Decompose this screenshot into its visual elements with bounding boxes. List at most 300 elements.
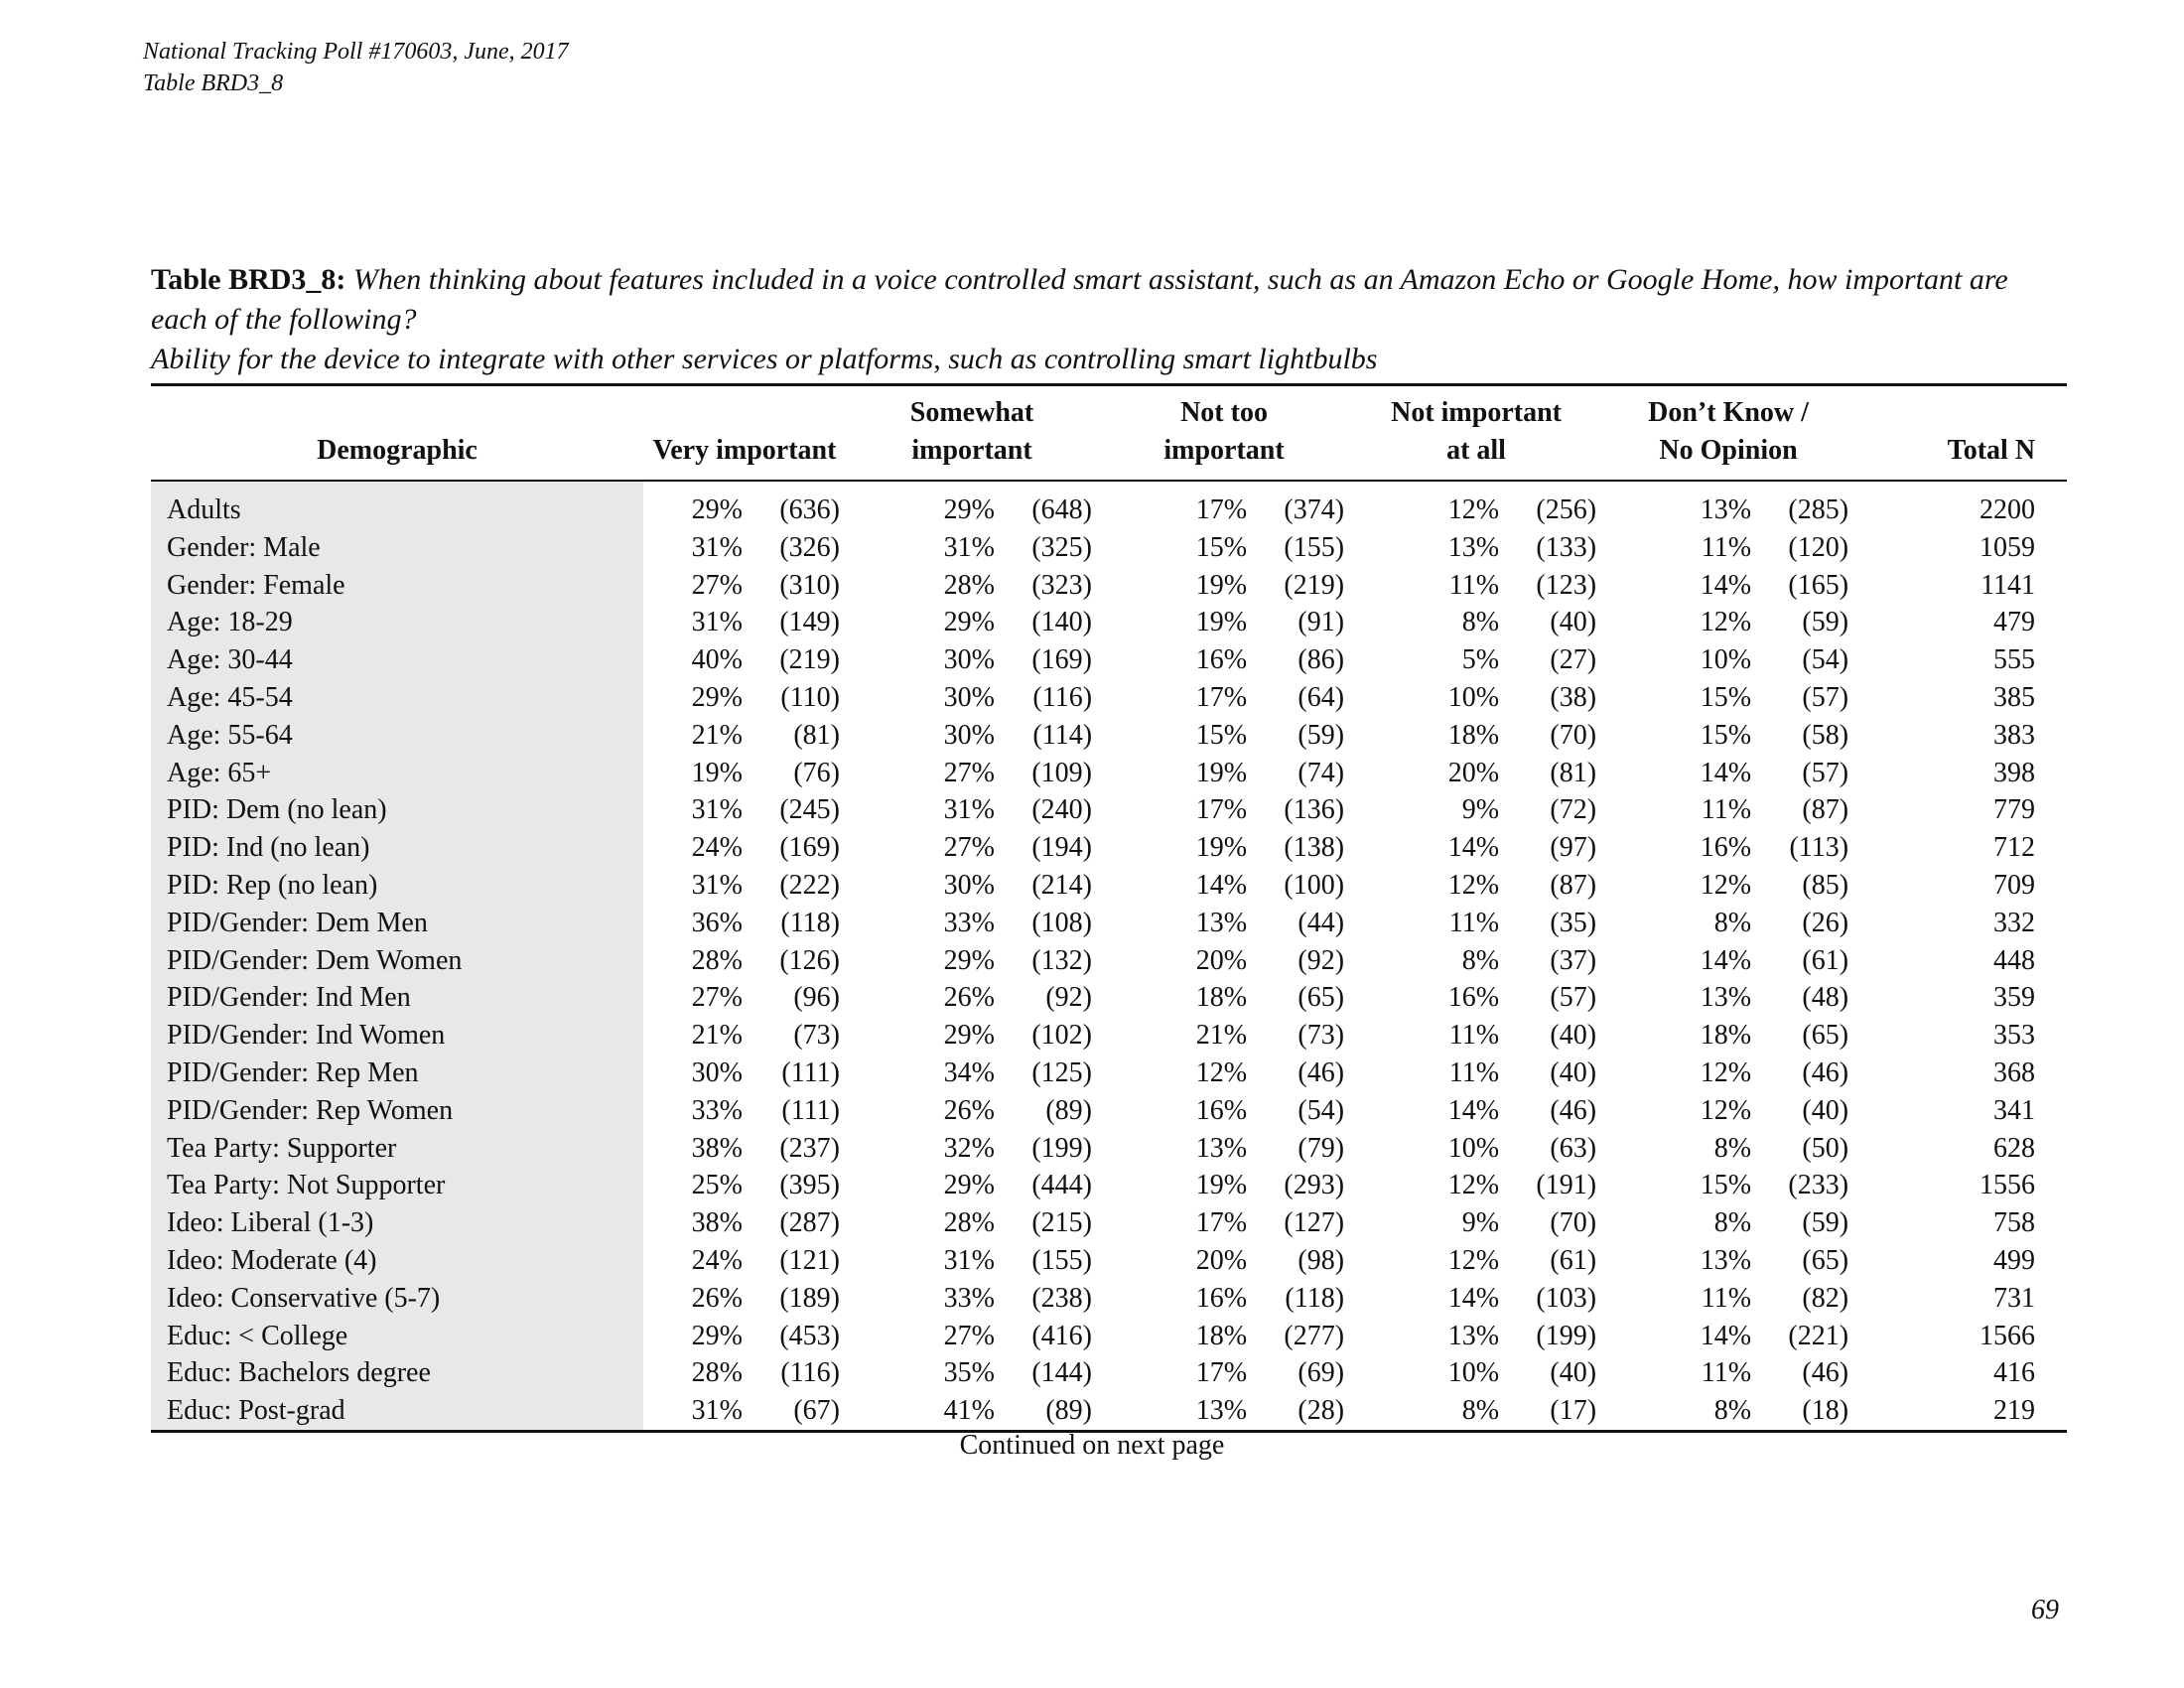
col-very-important: Very important (643, 385, 846, 482)
not-important-at-all-pct: 8% (1461, 607, 1500, 638)
not-too-important-count: (138) (1284, 832, 1345, 864)
not-too-important-count: (69) (1297, 1357, 1345, 1389)
very-important-pct: 29% (691, 494, 743, 525)
not-important-at-all-count: (61) (1550, 1244, 1597, 1276)
not-too-important-count: (59) (1297, 719, 1345, 751)
not-important-at-all-pct: 5% (1461, 644, 1500, 676)
not-important-at-all-pct: 10% (1447, 681, 1500, 713)
row-demographic: PID/Gender: Ind Men (151, 979, 643, 1017)
dont-know-count: (285) (1788, 494, 1849, 525)
table-row (151, 1167, 2067, 1204)
not-too-important-pct: 18% (1195, 1320, 1248, 1351)
somewhat-important-pct: 33% (943, 1282, 995, 1314)
total-n-value: 779 (1993, 794, 2036, 826)
very-important-count: (116) (780, 1357, 840, 1389)
somewhat-important-pct: 29% (943, 494, 995, 525)
not-too-important-count: (91) (1297, 607, 1345, 638)
very-important-count: (67) (743, 1392, 846, 1431)
somewhat-important-pct: 30% (943, 869, 995, 901)
row-demographic: Educ: Bachelors degree (151, 1354, 643, 1392)
not-important-at-all-pct: 9% (1461, 794, 1500, 826)
dont-know-count: (18) (1751, 1392, 1854, 1431)
somewhat-important-count: (238) (1031, 1282, 1093, 1314)
not-too-important-pct: 13% (1098, 1392, 1247, 1431)
somewhat-important-count: (132) (1031, 944, 1093, 976)
not-too-important-count: (73) (1297, 1020, 1345, 1052)
not-important-at-all-count: (133) (1536, 531, 1597, 563)
somewhat-important-pct: 31% (943, 794, 995, 826)
very-important-pct: 29% (691, 1320, 743, 1351)
poll-title: National Tracking Poll #170603, June, 2017 (143, 39, 569, 65)
somewhat-important-count: (155) (1031, 1244, 1093, 1276)
row-demographic: PID: Ind (no lean) (151, 829, 643, 867)
table-row (151, 1092, 2067, 1130)
somewhat-important-count: (140) (1031, 607, 1093, 638)
dont-know-pct: 16% (1700, 832, 1752, 864)
not-too-important-pct: 14% (1195, 869, 1248, 901)
total-n-value: 1566 (1979, 1320, 2036, 1351)
somewhat-important-pct: 28% (943, 1207, 995, 1239)
very-important-pct: 24% (691, 1244, 743, 1276)
dont-know-pct: 13% (1700, 1244, 1752, 1276)
table-row (151, 1055, 2067, 1092)
total-n-value: 341 (1993, 1094, 2036, 1126)
not-too-important-count: (293) (1284, 1170, 1345, 1201)
not-too-important-count: (46) (1297, 1056, 1345, 1088)
table-row (151, 641, 2067, 679)
dont-know-pct: 14% (1700, 1320, 1752, 1351)
not-important-at-all-pct: 12% (1447, 1244, 1500, 1276)
very-important-pct: 31% (691, 607, 743, 638)
not-important-at-all-pct: 18% (1447, 719, 1500, 751)
not-important-at-all-count: (123) (1536, 569, 1597, 601)
very-important-count: (189) (779, 1282, 840, 1314)
not-important-at-all-count: (40) (1550, 1020, 1597, 1052)
continued-note: Continued on next page (959, 1430, 1225, 1461)
somewhat-important-count: (648) (1031, 494, 1093, 525)
total-n-value: 353 (1993, 1020, 2036, 1052)
very-important-count: (81) (793, 719, 840, 751)
col-not-important-at-all (1350, 385, 1602, 482)
not-important-at-all-count: (40) (1550, 607, 1597, 638)
somewhat-important-count: (114) (1032, 719, 1093, 751)
total-n-value: 712 (1993, 832, 2036, 864)
total-n-value: 479 (1993, 607, 2036, 638)
very-important-count: (169) (779, 832, 840, 864)
table-caption (151, 260, 2067, 379)
not-important-at-all-pct: 12% (1447, 494, 1500, 525)
very-important-pct: 36% (691, 907, 743, 938)
total-n-value: 398 (1993, 757, 2036, 788)
table-row (151, 1280, 2067, 1318)
very-important-count: (219) (779, 644, 840, 676)
very-important-pct: 29% (691, 681, 743, 713)
dont-know-count: (57) (1802, 757, 1849, 788)
very-important-pct: 40% (691, 644, 743, 676)
row-demographic: Age: 45-54 (151, 679, 643, 717)
not-important-at-all-pct: 9% (1461, 1207, 1500, 1239)
not-too-important-pct: 16% (1195, 1094, 1248, 1126)
dont-know-pct: 12% (1700, 1094, 1752, 1126)
dont-know-pct: 11% (1701, 531, 1752, 563)
col-notatall-line2: at all (1446, 435, 1506, 466)
total-n-value: 758 (1993, 1207, 2036, 1239)
somewhat-important-count: (169) (1031, 644, 1093, 676)
crosstab-table (151, 383, 2067, 1433)
somewhat-important-count: (89) (995, 1392, 1098, 1431)
not-too-important-count: (136) (1284, 794, 1345, 826)
not-too-important-count: (44) (1297, 907, 1345, 938)
very-important-pct: 31% (691, 531, 743, 563)
dont-know-count: (221) (1788, 1320, 1849, 1351)
very-important-pct: 38% (691, 1207, 743, 1239)
very-important-count: (453) (779, 1320, 840, 1351)
row-demographic: Educ: < College (151, 1318, 643, 1355)
not-too-important-pct: 16% (1195, 1282, 1248, 1314)
row-demographic: PID/Gender: Ind Women (151, 1017, 643, 1055)
very-important-count: (111) (781, 1056, 840, 1088)
very-important-count: (636) (779, 494, 840, 525)
caption-subquestion: Ability for the device to integrate with other services or platforms, such as controlling smart lightbulbs (151, 343, 1378, 375)
somewhat-important-count: (92) (1045, 982, 1093, 1014)
not-too-important-count: (374) (1284, 494, 1345, 525)
very-important-count: (111) (781, 1094, 840, 1126)
row-demographic: Gender: Female (151, 567, 643, 605)
header-row (151, 385, 2067, 482)
very-important-count: (96) (793, 982, 840, 1014)
not-important-at-all-count: (256) (1536, 494, 1597, 525)
somewhat-important-count: (102) (1031, 1020, 1093, 1052)
somewhat-important-pct: 29% (943, 1020, 995, 1052)
dont-know-pct: 12% (1700, 1056, 1752, 1088)
table-row (151, 829, 2067, 867)
not-important-at-all-count: (81) (1550, 757, 1597, 788)
somewhat-important-pct: 29% (943, 944, 995, 976)
page-header (143, 36, 569, 99)
not-important-at-all-pct: 14% (1447, 1094, 1500, 1126)
not-too-important-pct: 15% (1195, 719, 1248, 751)
not-too-important-pct: 12% (1195, 1056, 1248, 1088)
not-too-important-pct: 17% (1195, 681, 1248, 713)
dont-know-count: (26) (1802, 907, 1849, 938)
dont-know-pct: 15% (1700, 719, 1752, 751)
not-too-important-count: (64) (1297, 681, 1345, 713)
not-important-at-all-count: (35) (1550, 907, 1597, 938)
not-important-at-all-count: (38) (1550, 681, 1597, 713)
dont-know-pct: 13% (1700, 494, 1752, 525)
dont-know-count: (61) (1802, 944, 1849, 976)
not-too-important-pct: 15% (1195, 531, 1248, 563)
not-important-at-all-count: (72) (1550, 794, 1597, 826)
table-row (151, 979, 2067, 1017)
dont-know-count: (233) (1788, 1170, 1849, 1201)
very-important-count: (395) (779, 1170, 840, 1201)
row-demographic: Gender: Male (151, 529, 643, 567)
somewhat-important-count: (125) (1031, 1056, 1093, 1088)
very-important-pct: 25% (691, 1170, 743, 1201)
very-important-pct: 21% (691, 1020, 743, 1052)
not-too-important-count: (74) (1297, 757, 1345, 788)
table-row (151, 867, 2067, 905)
col-dk-line1: Don’t Know / (1648, 397, 1809, 428)
col-somewhat-important (846, 385, 1098, 482)
not-important-at-all-count: (97) (1550, 832, 1597, 864)
dont-know-pct: 11% (1701, 1282, 1752, 1314)
col-nottoo-line1: Not too (1180, 397, 1268, 428)
not-important-at-all-pct: 11% (1448, 1020, 1500, 1052)
not-important-at-all-count: (87) (1550, 869, 1597, 901)
not-important-at-all-count: (199) (1536, 1320, 1597, 1351)
dont-know-count: (113) (1789, 832, 1849, 864)
very-important-pct: 30% (691, 1056, 743, 1088)
somewhat-important-pct: 29% (943, 607, 995, 638)
dont-know-count: (165) (1788, 569, 1849, 601)
row-demographic: PID/Gender: Rep Women (151, 1092, 643, 1130)
dont-know-pct: 8% (1713, 1132, 1752, 1164)
somewhat-important-pct: 26% (943, 1094, 995, 1126)
row-demographic: Age: 30-44 (151, 641, 643, 679)
not-too-important-pct: 17% (1195, 1357, 1248, 1389)
somewhat-important-pct: 26% (943, 982, 995, 1014)
not-too-important-pct: 20% (1195, 944, 1248, 976)
not-important-at-all-count: (17) (1499, 1392, 1602, 1431)
dont-know-count: (54) (1802, 644, 1849, 676)
somewhat-important-count: (194) (1031, 832, 1093, 864)
not-important-at-all-pct: 12% (1447, 869, 1500, 901)
not-too-important-count: (65) (1297, 982, 1345, 1014)
very-important-count: (76) (793, 757, 840, 788)
table-body (151, 481, 2067, 1431)
dont-know-count: (50) (1802, 1132, 1849, 1164)
total-n-value: 332 (1993, 907, 2036, 938)
not-too-important-pct: 17% (1195, 794, 1248, 826)
total-n-value: 555 (1993, 644, 2036, 676)
dont-know-count: (65) (1802, 1020, 1849, 1052)
somewhat-important-count: (444) (1031, 1170, 1093, 1201)
dont-know-count: (58) (1802, 719, 1849, 751)
dont-know-count: (120) (1788, 531, 1849, 563)
very-important-pct: 19% (691, 757, 743, 788)
dont-know-pct: 8% (1713, 907, 1752, 938)
row-demographic: PID/Gender: Rep Men (151, 1055, 643, 1092)
row-demographic: Tea Party: Supporter (151, 1130, 643, 1168)
col-total-n: Total N (1854, 385, 2067, 482)
somewhat-important-count: (199) (1031, 1132, 1093, 1164)
not-important-at-all-count: (40) (1550, 1056, 1597, 1088)
dont-know-pct: 8% (1602, 1392, 1751, 1431)
very-important-pct: 28% (691, 944, 743, 976)
total-n-value: 219 (1854, 1392, 2067, 1431)
dont-know-count: (46) (1802, 1056, 1849, 1088)
very-important-count: (73) (793, 1020, 840, 1052)
table-row (151, 1017, 2067, 1055)
not-too-important-count: (98) (1297, 1244, 1345, 1276)
not-too-important-count: (54) (1297, 1094, 1345, 1126)
dont-know-pct: 15% (1700, 1170, 1752, 1201)
somewhat-important-count: (109) (1031, 757, 1093, 788)
very-important-pct: 31% (691, 869, 743, 901)
not-important-at-all-pct: 14% (1447, 1282, 1500, 1314)
somewhat-important-count: (325) (1031, 531, 1093, 563)
somewhat-important-pct: 33% (943, 907, 995, 938)
dont-know-count: (87) (1802, 794, 1849, 826)
not-important-at-all-pct: 13% (1447, 1320, 1500, 1351)
dont-know-pct: 14% (1700, 944, 1752, 976)
dont-know-pct: 15% (1700, 681, 1752, 713)
not-important-at-all-count: (70) (1550, 1207, 1597, 1239)
table-row (151, 755, 2067, 792)
row-demographic: Age: 18-29 (151, 604, 643, 641)
somewhat-important-count: (323) (1031, 569, 1093, 601)
not-too-important-count: (155) (1284, 531, 1345, 563)
col-somewhat-line2: important (911, 435, 1032, 466)
spacer-cell (151, 481, 643, 492)
dont-know-pct: 8% (1713, 1207, 1752, 1239)
spacer-cell (643, 481, 2067, 492)
not-too-important-pct: 20% (1195, 1244, 1248, 1276)
not-too-important-count: (118) (1285, 1282, 1345, 1314)
not-too-important-count: (219) (1284, 569, 1345, 601)
not-too-important-pct: 13% (1195, 907, 1248, 938)
not-too-important-pct: 19% (1195, 607, 1248, 638)
row-demographic: Tea Party: Not Supporter (151, 1167, 643, 1204)
very-important-count: (326) (779, 531, 840, 563)
not-important-at-all-pct: 8% (1461, 944, 1500, 976)
row-demographic: PID/Gender: Dem Women (151, 942, 643, 980)
very-important-count: (121) (779, 1244, 840, 1276)
very-important-pct: 21% (691, 719, 743, 751)
col-nottoo-line2: important (1163, 435, 1285, 466)
total-n-value: 499 (1993, 1244, 2036, 1276)
table-id: Table BRD3_8 (143, 70, 284, 96)
not-too-important-pct: 19% (1195, 1170, 1248, 1201)
very-important-count: (149) (779, 607, 840, 638)
dont-know-count: (82) (1802, 1282, 1849, 1314)
total-n-value: 1141 (1980, 569, 2036, 601)
dont-know-count: (48) (1802, 982, 1849, 1014)
very-important-count: (245) (779, 794, 840, 826)
not-too-important-count: (79) (1297, 1132, 1345, 1164)
not-important-at-all-pct: 13% (1447, 531, 1500, 563)
somewhat-important-pct: 27% (943, 832, 995, 864)
spacer-row (151, 481, 2067, 492)
dont-know-count: (65) (1802, 1244, 1849, 1276)
dont-know-pct: 13% (1700, 982, 1752, 1014)
page-number: 69 (2031, 1595, 2059, 1625)
total-n-value: 731 (1993, 1282, 2036, 1314)
dont-know-pct: 11% (1701, 1357, 1752, 1389)
not-too-important-count: (92) (1297, 944, 1345, 976)
not-important-at-all-pct: 8% (1350, 1392, 1499, 1431)
very-important-pct: 33% (691, 1094, 743, 1126)
very-important-count: (237) (779, 1132, 840, 1164)
not-important-at-all-pct: 10% (1447, 1357, 1500, 1389)
not-important-at-all-count: (27) (1550, 644, 1597, 676)
not-important-at-all-pct: 12% (1447, 1170, 1500, 1201)
not-too-important-count: (100) (1284, 869, 1345, 901)
not-important-at-all-count: (63) (1550, 1132, 1597, 1164)
not-too-important-pct: 17% (1195, 1207, 1248, 1239)
table-row (151, 942, 2067, 980)
somewhat-important-count: (116) (1032, 681, 1093, 713)
somewhat-important-pct: 27% (943, 757, 995, 788)
row-demographic: Educ: Post-grad (151, 1392, 643, 1431)
very-important-count: (287) (779, 1207, 840, 1239)
very-important-pct: 38% (691, 1132, 743, 1164)
somewhat-important-pct: 28% (943, 569, 995, 601)
dont-know-pct: 10% (1700, 644, 1752, 676)
dont-know-count: (59) (1802, 1207, 1849, 1239)
somewhat-important-pct: 30% (943, 681, 995, 713)
not-too-important-pct: 17% (1195, 494, 1248, 525)
table-row (151, 604, 2067, 641)
caption-question: When thinking about features included in a voice controlled smart assistant, such as an Amazon Echo or Google Home, how important are each of the following? (151, 263, 2008, 336)
not-too-important-count: (86) (1297, 644, 1345, 676)
row-demographic: Adults (151, 492, 643, 529)
not-too-important-pct: 18% (1195, 982, 1248, 1014)
not-important-at-all-count: (40) (1550, 1357, 1597, 1389)
col-dont-know (1602, 385, 1854, 482)
col-not-too-important (1098, 385, 1350, 482)
very-important-count: (126) (779, 944, 840, 976)
not-too-important-count: (277) (1284, 1320, 1345, 1351)
very-important-pct: 27% (691, 569, 743, 601)
somewhat-important-count: (214) (1031, 869, 1093, 901)
not-too-important-count: (127) (1284, 1207, 1345, 1239)
somewhat-important-pct: 27% (943, 1320, 995, 1351)
somewhat-important-pct: 35% (943, 1357, 995, 1389)
somewhat-important-pct: 29% (943, 1170, 995, 1201)
very-important-pct: 31% (691, 794, 743, 826)
not-important-at-all-count: (37) (1550, 944, 1597, 976)
not-too-important-pct: 16% (1195, 644, 1248, 676)
very-important-pct: 27% (691, 982, 743, 1014)
table-row (151, 905, 2067, 942)
not-important-at-all-count: (70) (1550, 719, 1597, 751)
row-demographic: Ideo: Liberal (1-3) (151, 1204, 643, 1242)
total-n-value: 2200 (1979, 494, 2036, 525)
not-too-important-pct: 19% (1195, 832, 1248, 864)
dont-know-count: (59) (1802, 607, 1849, 638)
caption-label: Table BRD3_8: (151, 263, 346, 296)
row-demographic: PID: Dem (no lean) (151, 791, 643, 829)
row-demographic: PID/Gender: Dem Men (151, 905, 643, 942)
very-important-count: (310) (779, 569, 840, 601)
somewhat-important-count: (416) (1031, 1320, 1093, 1351)
table-row (151, 679, 2067, 717)
total-n-value: 1556 (1979, 1170, 2036, 1201)
very-important-pct: 24% (691, 832, 743, 864)
dont-know-pct: 14% (1700, 757, 1752, 788)
table-row (151, 717, 2067, 755)
dont-know-pct: 18% (1700, 1020, 1752, 1052)
dont-know-pct: 12% (1700, 607, 1752, 638)
somewhat-important-pct: 30% (943, 644, 995, 676)
somewhat-important-count: (108) (1031, 907, 1093, 938)
row-demographic: Ideo: Moderate (4) (151, 1242, 643, 1280)
not-important-at-all-pct: 20% (1447, 757, 1500, 788)
table-row (151, 1204, 2067, 1242)
somewhat-important-count: (89) (1045, 1094, 1093, 1126)
table-row (151, 1392, 2067, 1431)
row-demographic: Ideo: Conservative (5-7) (151, 1280, 643, 1318)
not-important-at-all-count: (191) (1536, 1170, 1597, 1201)
not-too-important-pct: 13% (1195, 1132, 1248, 1164)
very-important-pct: 26% (691, 1282, 743, 1314)
somewhat-important-count: (240) (1031, 794, 1093, 826)
somewhat-important-pct: 32% (943, 1132, 995, 1164)
somewhat-important-pct: 41% (846, 1392, 995, 1431)
